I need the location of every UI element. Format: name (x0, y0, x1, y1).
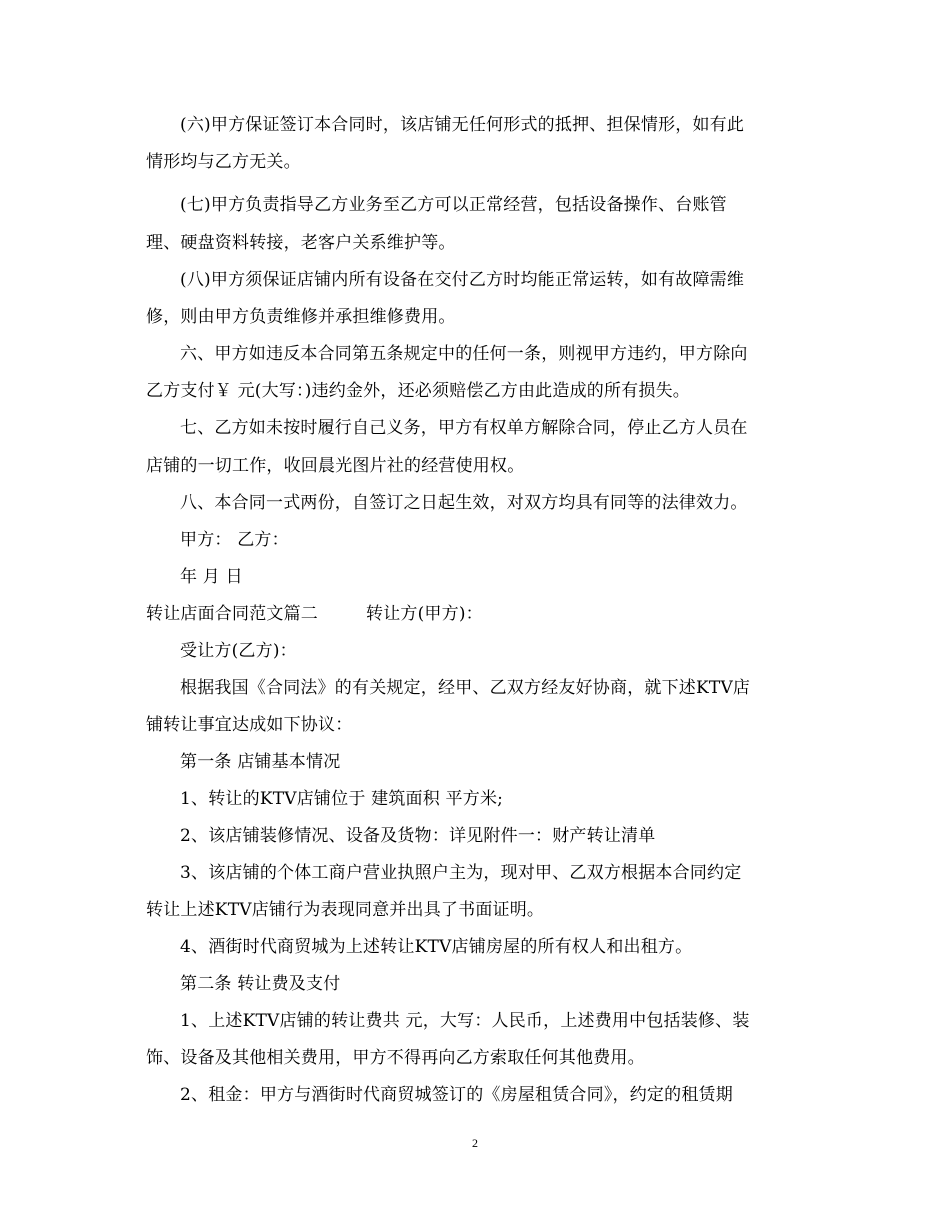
paragraph-line: 4、酒街时代商贸城为上述转让KTV店铺房屋的所有权人和出租方。 (180, 937, 693, 957)
paragraph-line: 八、本合同一式两份，自签订之日起生效，对双方均具有同等的法律效力。 (180, 493, 748, 513)
paragraph-line: 饰、设备及其他相关费用，甲方不得再向乙方索取任何其他费用。 (146, 1048, 645, 1068)
paragraph-line: 七、乙方如未按时履行自己义务，甲方有权单方解除合同，停止乙方人员在 (180, 418, 748, 438)
transferor-label: 转让方(甲方)： (366, 604, 483, 624)
signature-line: 甲方： 乙方： (180, 530, 289, 550)
paragraph-line: 六、甲方如违反本合同第五条规定中的任何一条，则视甲方违约，甲方除向 (180, 344, 748, 364)
paragraph-line: 根据我国《合同法》的有关规定，经甲、乙双方经友好协商，就下述KTV店 (180, 678, 751, 698)
paragraph-line: 3、该店铺的个体工商户营业执照户主为，现对甲、乙双方根据本合同约定 (180, 863, 742, 883)
paragraph-line: 1、转让的KTV店铺位于 建筑面积 平方米; (180, 789, 504, 809)
paragraph-line: (六)甲方保证签订本合同时，该店铺无任何形式的抵押、担保情形，如有此 (180, 115, 745, 135)
paragraph-line: 受让方(乙方)： (180, 641, 297, 661)
paragraph-line: 1、上述KTV店铺的转让费共 元，大写：人民币，上述费用中包括装修、装 (180, 1011, 750, 1031)
paragraph-line: 理、硬盘资料转接，老客户关系维护等。 (146, 233, 456, 253)
paragraph-line: (八)甲方须保证店铺内所有设备在交付乙方时均能正常运转，如有故障需维 (180, 270, 745, 290)
paragraph-line: 2、该店铺装修情况、设备及货物：详见附件一：财产转让清单 (180, 826, 656, 846)
paragraph-line: 情形均与乙方无关。 (146, 152, 301, 172)
section-title: 转让店面合同范文篇二 (146, 604, 318, 624)
paragraph-line: 铺转让事宜达成如下协议： (146, 715, 353, 735)
clause-heading: 第一条 店铺基本情况 (180, 752, 341, 772)
date-line: 年 月 日 (180, 567, 243, 587)
page-number: 2 (472, 1136, 478, 1150)
section-title-line (146, 602, 483, 626)
paragraph-line: 转让上述KTV店铺行为表现同意并出具了书面证明。 (146, 900, 545, 920)
paragraph-line: 店铺的一切工作，收回晨光图片社的经营使用权。 (146, 456, 525, 476)
paragraph-line: (七)甲方负责指导乙方业务至乙方可以正常经营，包括设备操作、台账管 (180, 195, 727, 215)
paragraph-line: 乙方支付￥ 元(大写：)违约金外，还必须赔偿乙方由此造成的所有损失。 (146, 381, 690, 401)
paragraph-line: 修，则由甲方负责维修并承担维修费用。 (146, 307, 456, 327)
paragraph-line: 2、租金：甲方与酒街时代商贸城签订的《房屋租赁合同》，约定的租赁期 (180, 1085, 733, 1105)
clause-heading: 第二条 转让费及支付 (180, 974, 341, 994)
